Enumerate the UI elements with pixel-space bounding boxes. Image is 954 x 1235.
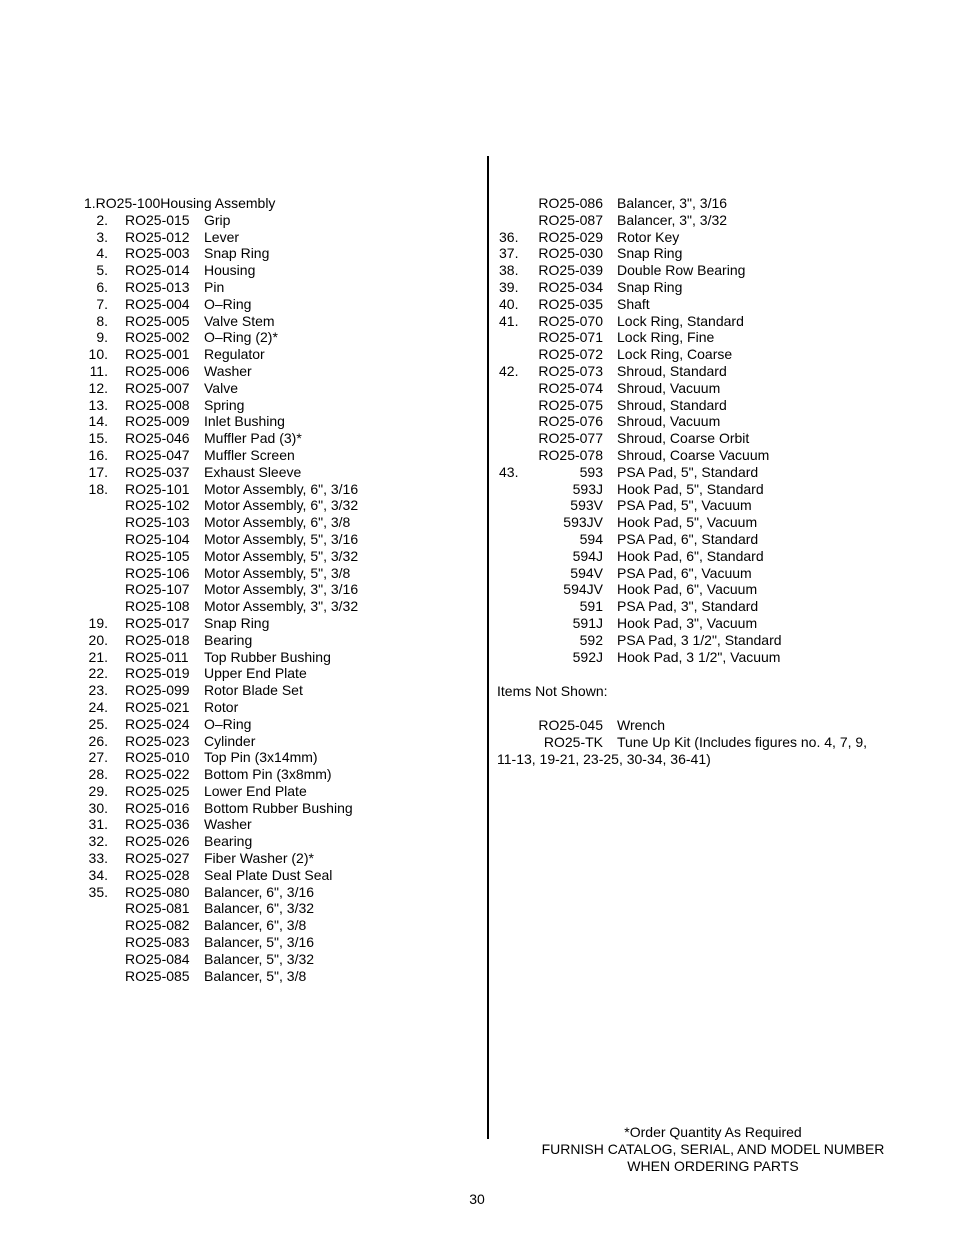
part-description: Bearing	[204, 631, 253, 648]
part-description: Double Row Bearing	[617, 262, 746, 279]
part-number: RO25-004	[125, 295, 190, 312]
item-number: 2.	[96, 211, 108, 228]
parts-list-row	[497, 464, 917, 481]
part-number: RO25-014	[125, 262, 190, 279]
part-number: 592	[579, 631, 603, 648]
parts-list-row	[497, 615, 917, 632]
part-number: RO25-107	[125, 581, 190, 598]
part-number: 593JV	[563, 514, 603, 531]
part-description: PSA Pad, 3 1/2", Standard	[617, 631, 782, 648]
parts-list-row	[497, 581, 917, 598]
item-number: 22.	[88, 665, 108, 682]
part-number: RO25-087	[538, 211, 603, 228]
parts-list-row	[82, 615, 472, 632]
parts-list-row	[82, 917, 472, 934]
part-number: RO25-029	[538, 228, 603, 245]
part-description: Top Pin (3x14mm)	[204, 749, 318, 766]
part-description: PSA Pad, 5", Standard	[617, 463, 759, 480]
part-number: RO25-099	[125, 682, 190, 699]
part-number: 592J	[572, 648, 603, 665]
parts-list-row	[82, 783, 472, 800]
part-description: Shroud, Coarse Vacuum	[617, 446, 770, 463]
part-number: RO25-085	[125, 967, 190, 984]
part-number: RO25-046	[125, 430, 190, 447]
parts-list-row	[82, 346, 472, 363]
item-number: 37.	[499, 245, 519, 262]
part-number: 593J	[572, 480, 603, 497]
part-description: Motor Assembly, 6", 3/32	[204, 497, 359, 514]
part-description: Rotor	[204, 698, 239, 715]
part-number: RO25-073	[538, 362, 603, 379]
parts-list-row	[497, 262, 917, 279]
parts-list-row	[82, 800, 472, 817]
part-description: Hook Pad, 3", Vacuum	[617, 614, 758, 631]
part-description: Pin	[204, 278, 225, 295]
part-description: Washer	[204, 816, 252, 833]
item-number: 17.	[88, 463, 108, 480]
part-description: Hook Pad, 5", Vacuum	[617, 514, 758, 531]
part-number: RO25-005	[125, 312, 190, 329]
item-number: 8.	[96, 312, 108, 329]
page-number: 30	[469, 1191, 485, 1207]
part-description: PSA Pad, 6", Vacuum	[617, 564, 752, 581]
parts-list-row	[82, 968, 472, 985]
part-description: Motor Assembly, 3", 3/32	[204, 598, 359, 615]
part-number: RO25-072	[538, 346, 603, 363]
item-number: 13.	[88, 396, 108, 413]
part-number: RO25-108	[125, 598, 190, 615]
item-number: 36.	[499, 228, 519, 245]
parts-list-row	[497, 531, 917, 548]
parts-list-row	[82, 481, 472, 498]
parts-list-row	[82, 900, 472, 917]
part-description: Valve	[204, 379, 238, 396]
part-number: RO25-084	[125, 950, 190, 967]
parts-list-row	[82, 229, 472, 246]
part-number: RO25-039	[538, 262, 603, 279]
part-description: Tune Up Kit (Includes figures no. 4, 7, 9,	[617, 733, 868, 750]
parts-list-row	[82, 598, 472, 615]
part-description: Snap Ring	[204, 245, 270, 262]
item-number: 42.	[499, 362, 519, 379]
part-number: RO25-104	[125, 530, 190, 547]
parts-list-row	[82, 884, 472, 901]
part-number: 591J	[572, 614, 603, 631]
part-description: Muffler Pad (3)*	[204, 430, 302, 447]
parts-list-row	[82, 548, 472, 565]
part-description: Hook Pad, 6", Standard	[617, 547, 764, 564]
part-description: Lock Ring, Coarse	[617, 346, 733, 363]
part-description: PSA Pad, 3", Standard	[617, 598, 759, 615]
parts-list-row	[82, 565, 472, 582]
part-description: PSA Pad, 5", Vacuum	[617, 497, 752, 514]
part-number: RO25-011	[125, 648, 189, 665]
part-description: Exhaust Sleeve	[204, 463, 302, 480]
part-description: Inlet Bushing	[204, 413, 285, 430]
part-number: RO25-070	[538, 312, 603, 329]
parts-list-right-column	[497, 195, 917, 665]
parts-list-row	[82, 262, 472, 279]
part-number: RO25-101	[125, 480, 190, 497]
part-description: O–Ring	[204, 715, 252, 732]
parts-list-row	[497, 380, 917, 397]
part-description: Snap Ring	[204, 614, 270, 631]
part-description: Balancer, 5", 3/8	[204, 967, 307, 984]
column-divider	[487, 156, 489, 1139]
part-number: 593V	[570, 497, 603, 514]
part-description: Regulator	[204, 346, 265, 363]
parts-list-row	[497, 329, 917, 346]
part-number: RO25-047	[125, 446, 190, 463]
part-description: Balancer, 6", 3/16	[204, 883, 315, 900]
item-number: 43.	[499, 463, 519, 480]
part-number: RO25-026	[125, 833, 190, 850]
part-description: Motor Assembly, 3", 3/16	[204, 581, 359, 598]
item-number: 23.	[88, 682, 108, 699]
part-description: Motor Assembly, 5", 3/16	[204, 530, 359, 547]
item-number: 6.	[96, 278, 108, 295]
parts-list-row	[82, 850, 472, 867]
part-number: RO25-045	[538, 717, 603, 733]
parts-list-row	[82, 867, 472, 884]
parts-list-row	[82, 682, 472, 699]
item-number: 39.	[499, 278, 519, 295]
part-number: RO25-030	[538, 245, 603, 262]
part-description: Snap Ring	[617, 278, 683, 295]
parts-list-row	[82, 245, 472, 262]
part-number: RO25-081	[125, 900, 190, 917]
part-description: Grip	[204, 211, 231, 228]
part-description: Shroud, Coarse Orbit	[617, 430, 750, 447]
part-number: RO25-016	[125, 799, 190, 816]
item-number: 20.	[88, 631, 108, 648]
parts-list-row	[82, 934, 472, 951]
part-description: Bearing	[204, 833, 253, 850]
part-number: RO25-001	[125, 346, 190, 363]
item-number: 28.	[88, 766, 108, 783]
part-description: Balancer, 6", 3/8	[204, 917, 307, 934]
part-description: Balancer, 5", 3/32	[204, 950, 315, 967]
part-description: Shaft	[617, 295, 650, 312]
part-number: RO25-078	[538, 446, 603, 463]
part-description: Balancer, 3", 3/16	[617, 195, 728, 211]
part-description: Fiber Washer (2)*	[204, 850, 314, 867]
parts-list-row	[497, 296, 917, 313]
item-number: 34.	[88, 866, 108, 883]
item-number: 3.	[96, 228, 108, 245]
part-description: O–Ring (2)*	[204, 329, 278, 346]
ordering-note	[540, 1124, 886, 1174]
parts-list-row	[82, 447, 472, 464]
parts-list-row	[497, 514, 917, 531]
housing-assembly-line: 1.RO25-100Housing Assembly	[84, 195, 276, 211]
parts-list-left-column	[82, 195, 472, 984]
parts-list-row	[497, 245, 917, 262]
part-description: Motor Assembly, 6", 3/16	[204, 480, 359, 497]
part-description: Washer	[204, 362, 252, 379]
item-number: 32.	[88, 833, 108, 850]
part-number: 594	[579, 530, 603, 547]
part-number: RO25-071	[538, 329, 603, 346]
item-number: 16.	[88, 446, 108, 463]
parts-list-row	[497, 734, 917, 751]
parts-list-row	[82, 716, 472, 733]
part-number: RO25-019	[125, 665, 190, 682]
parts-list-row	[82, 816, 472, 833]
parts-list-row	[82, 632, 472, 649]
part-number: RO25-086	[538, 195, 603, 211]
item-number: 21.	[88, 648, 108, 665]
item-number: 27.	[88, 749, 108, 766]
parts-list-row	[497, 413, 917, 430]
part-number: RO25-015	[125, 211, 190, 228]
part-number: RO25-010	[125, 749, 190, 766]
part-description: Shroud, Standard	[617, 362, 727, 379]
furnish-note-line-2: WHEN ORDERING PARTS	[627, 1157, 799, 1174]
part-description: O–Ring	[204, 295, 252, 312]
part-description: Seal Plate Dust Seal	[204, 866, 333, 883]
parts-list-row	[82, 279, 472, 296]
item-number: 9.	[96, 329, 108, 346]
parts-list-row	[82, 413, 472, 430]
item-number: 4.	[96, 245, 108, 262]
parts-list-row	[497, 497, 917, 514]
parts-list-row	[82, 464, 472, 481]
part-number: RO25-018	[125, 631, 190, 648]
parts-list-row	[497, 598, 917, 615]
part-description: Lever	[204, 228, 240, 245]
order-quantity-note: *Order Quantity As Required	[624, 1124, 802, 1140]
part-description: Balancer, 6", 3/32	[204, 900, 315, 917]
part-number: RO25-TK	[543, 733, 603, 750]
part-number: RO25-103	[125, 514, 190, 531]
part-description: Hook Pad, 6", Vacuum	[617, 581, 758, 598]
parts-list-row	[497, 548, 917, 565]
parts-list-row	[497, 430, 917, 447]
item-number: 18.	[88, 480, 108, 497]
part-description: Bottom Rubber Bushing	[204, 799, 353, 816]
part-number: RO25-034	[538, 278, 603, 295]
part-description: Spring	[204, 396, 245, 413]
part-number: 593	[579, 463, 603, 480]
part-description: Top Rubber Bushing	[204, 648, 331, 665]
parts-list-row	[82, 397, 472, 414]
part-number: RO25-013	[125, 278, 190, 295]
part-number: RO25-002	[125, 329, 190, 346]
part-number: RO25-083	[125, 934, 190, 951]
item-number: 24.	[88, 698, 108, 715]
parts-list-row	[82, 833, 472, 850]
part-number: RO25-105	[125, 547, 190, 564]
part-number: RO25-106	[125, 564, 190, 581]
parts-list-row	[497, 565, 917, 582]
part-description: Lock Ring, Standard	[617, 312, 744, 329]
parts-list-row	[82, 380, 472, 397]
parts-list-row	[497, 363, 917, 380]
part-number: RO25-003	[125, 245, 190, 262]
furnish-note-line-1: FURNISH CATALOG, SERIAL, AND MODEL NUMBER	[541, 1140, 885, 1157]
part-number: RO25-037	[125, 463, 190, 480]
item-number: 11.	[89, 362, 108, 379]
part-number: RO25-082	[125, 917, 190, 934]
part-number: RO25-024	[125, 715, 190, 732]
part-description: Balancer, 3", 3/32	[617, 211, 728, 228]
item-number: 35.	[88, 883, 108, 900]
part-description: Motor Assembly, 5", 3/32	[204, 547, 359, 564]
part-number: RO25-080	[125, 883, 190, 900]
parts-list-row	[497, 632, 917, 649]
item-number: 7.	[96, 295, 108, 312]
part-number: RO25-027	[125, 850, 190, 867]
part-number: RO25-074	[538, 379, 603, 396]
part-description: Rotor Blade Set	[204, 682, 303, 699]
part-number: RO25-102	[125, 497, 190, 514]
part-description: Valve Stem	[204, 312, 275, 329]
part-description: Upper End Plate	[204, 665, 307, 682]
parts-list-row	[82, 749, 472, 766]
parts-list-row	[82, 430, 472, 447]
parts-list-row	[497, 397, 917, 414]
part-description: Lower End Plate	[204, 782, 307, 799]
part-number: RO25-022	[125, 766, 190, 783]
parts-list-row	[82, 531, 472, 548]
part-number: RO25-036	[125, 816, 190, 833]
parts-list-row	[82, 195, 472, 212]
parts-list-row	[497, 212, 917, 229]
part-description: Rotor Key	[617, 228, 680, 245]
part-number: RO25-035	[538, 295, 603, 312]
part-number: RO25-006	[125, 362, 190, 379]
parts-list-row	[82, 733, 472, 750]
part-number: RO25-025	[125, 782, 190, 799]
parts-list-row	[82, 363, 472, 380]
part-number: 591	[579, 598, 603, 615]
part-description: Hook Pad, 3 1/2", Vacuum	[617, 648, 781, 665]
parts-list-row	[497, 195, 917, 212]
part-number: RO25-075	[538, 396, 603, 413]
parts-list-row	[82, 649, 472, 666]
parts-list-row	[82, 514, 472, 531]
part-number: RO25-077	[538, 430, 603, 447]
parts-list-row	[82, 212, 472, 229]
part-description: Housing	[204, 262, 256, 279]
part-description: Muffler Screen	[204, 446, 295, 463]
item-number: 41.	[499, 312, 519, 329]
part-description: Motor Assembly, 5", 3/8	[204, 564, 351, 581]
items-not-shown-heading: Items Not Shown:	[497, 683, 608, 699]
parts-list-row	[82, 329, 472, 346]
item-number: 15.	[88, 430, 108, 447]
item-number: 26.	[88, 732, 108, 749]
parts-list-row	[497, 649, 917, 666]
part-description: Balancer, 5", 3/16	[204, 934, 315, 951]
item-number: 30.	[88, 799, 108, 816]
parts-list-row	[82, 296, 472, 313]
parts-list-row	[497, 279, 917, 296]
part-description: Cylinder	[204, 732, 256, 749]
part-description: Shroud, Vacuum	[617, 379, 721, 396]
part-description: Shroud, Vacuum	[617, 413, 721, 430]
parts-list-row	[82, 951, 472, 968]
part-description: Bottom Pin (3x8mm)	[204, 766, 332, 783]
item-number: 5.	[96, 262, 108, 279]
item-number: 10.	[88, 346, 108, 363]
parts-list-row	[82, 766, 472, 783]
item-number: 31.	[88, 816, 108, 833]
part-description: Snap Ring	[617, 245, 683, 262]
part-description: Motor Assembly, 6", 3/8	[204, 514, 351, 531]
part-number: RO25-009	[125, 413, 190, 430]
parts-list-row	[497, 313, 917, 330]
items-not-shown-section	[497, 683, 917, 767]
part-number: RO25-023	[125, 732, 190, 749]
item-number: 40.	[499, 295, 519, 312]
part-number: 594V	[570, 564, 603, 581]
parts-list-row	[82, 313, 472, 330]
item-number: 25.	[88, 715, 108, 732]
item-number: 14.	[88, 413, 108, 430]
item-number: 33.	[88, 850, 108, 867]
item-number: 19.	[88, 614, 108, 631]
parts-list-row	[497, 346, 917, 363]
item-number: 29.	[88, 782, 108, 799]
parts-list-row	[497, 447, 917, 464]
part-number: 594JV	[563, 581, 603, 598]
parts-list-row	[82, 665, 472, 682]
parts-list-row	[82, 699, 472, 716]
parts-list-row	[82, 497, 472, 514]
part-description: Hook Pad, 5", Standard	[617, 480, 764, 497]
part-number: RO25-076	[538, 413, 603, 430]
part-number: RO25-017	[125, 614, 190, 631]
part-description: Lock Ring, Fine	[617, 329, 715, 346]
part-number: RO25-008	[125, 396, 190, 413]
parts-list-row	[82, 581, 472, 598]
parts-list-row	[497, 481, 917, 498]
part-number: RO25-007	[125, 379, 190, 396]
part-number: RO25-028	[125, 866, 190, 883]
item-number: 38.	[499, 262, 519, 279]
part-description: PSA Pad, 6", Standard	[617, 530, 759, 547]
part-number: 594J	[572, 547, 603, 564]
parts-list-row	[497, 717, 917, 734]
item-number: 12.	[88, 379, 108, 396]
part-number: RO25-021	[125, 698, 190, 715]
part-description-continued: 11-13, 19-21, 23-25, 30-34, 36-41)	[497, 750, 711, 767]
part-description: Shroud, Standard	[617, 396, 727, 413]
part-description: Wrench	[617, 717, 665, 733]
part-number: RO25-012	[125, 228, 190, 245]
parts-list-row	[497, 229, 917, 246]
